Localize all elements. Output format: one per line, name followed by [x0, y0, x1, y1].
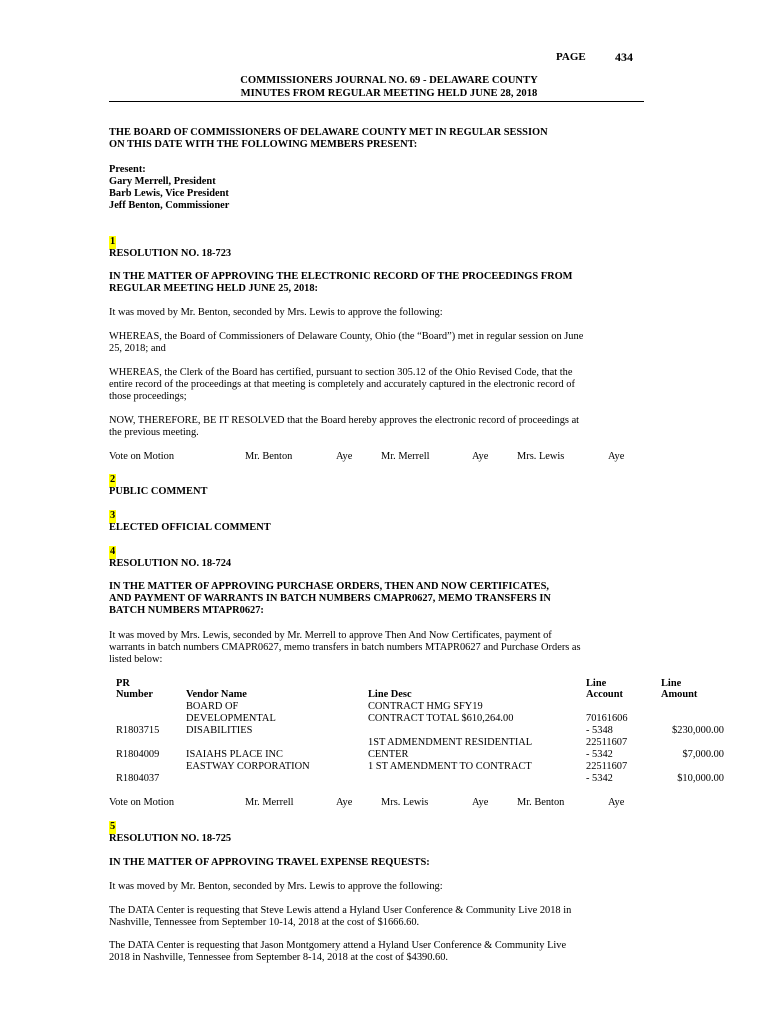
item-number-3: 3 — [110, 510, 116, 521]
vote-member: Mr. Merrell — [381, 451, 430, 462]
account-cell: - 5348 — [586, 725, 613, 736]
item1-resolved-l2: the previous meeting. — [109, 427, 199, 438]
item4-title-line-2: AND PAYMENT OF WARRANTS IN BATCH NUMBERS CMAPR0627, MEMO TRANSFERS IN — [109, 593, 551, 604]
item1-moved: It was moved by Mr. Benton, seconded by Mrs. Lewis to approve the following: — [109, 307, 443, 318]
account-cell: - 5342 — [586, 773, 613, 784]
vote-member: Mr. Benton — [245, 451, 293, 462]
vote-member: Mrs. Lewis — [381, 797, 429, 808]
member-3: Jeff Benton, Commissioner — [109, 200, 230, 211]
item4-moved-l2: warrants in batch numbers CMAPR0627, memo transfers in batch numbers MTAPR0627 and Purchase Orders as — [109, 642, 581, 653]
vote-label: Vote on Motion — [109, 797, 175, 808]
vendor-cell: EASTWAY CORPORATION — [186, 761, 310, 772]
account-cell: 70161606 — [586, 713, 628, 724]
item5-moved: It was moved by Mr. Benton, seconded by Mrs. Lewis to approve the following: — [109, 881, 443, 892]
amount-cell: $230,000.00 — [672, 725, 724, 736]
member-1: Gary Merrell, President — [109, 176, 216, 187]
public-comment-heading: PUBLIC COMMENT — [109, 486, 208, 497]
travel-request-2-l1: The DATA Center is requesting that Jason Montgomery attend a Hyland User Conference & Community Live — [109, 940, 567, 951]
travel-request-2-l2: 2018 in Nashville, Tennessee from September 8-14, 2018 at the cost of $4390.60. — [109, 952, 449, 963]
item4-title-line-3: BATCH NUMBERS MTAPR0627: — [109, 605, 264, 616]
col-header-account: Account — [586, 689, 623, 700]
item-number-4: 4 — [110, 546, 116, 557]
item-number-5: 5 — [110, 821, 116, 832]
col-header-pr: PR — [116, 678, 130, 689]
vote-member: Mr. Merrell — [245, 797, 294, 808]
vote-member: Mrs. Lewis — [517, 451, 565, 462]
resolution-18-724: RESOLUTION NO. 18-724 — [109, 558, 232, 569]
desc-cell: CONTRACT HMG SFY19 — [368, 701, 483, 712]
present-label: Present: — [109, 164, 146, 175]
vote-value: Aye — [472, 451, 489, 462]
vote-label: Vote on Motion — [109, 451, 175, 462]
amount-cell: $7,000.00 — [682, 749, 724, 760]
vote-value: Aye — [336, 797, 353, 808]
col-header-line: Line — [661, 678, 682, 689]
journal-title: COMMISSIONERS JOURNAL NO. 69 - DELAWARE COUNTY — [240, 75, 538, 86]
account-cell: - 5342 — [586, 749, 613, 760]
resolution-18-723: RESOLUTION NO. 18-723 — [109, 248, 232, 259]
desc-cell: CONTRACT TOTAL $610,264.00 — [368, 713, 514, 724]
item4-moved-l1: It was moved by Mrs. Lewis, seconded by Mr. Merrell to approve Then And Now Certificates, payment of — [109, 630, 552, 641]
item1-whereas1-l1: WHEREAS, the Board of Commissioners of Delaware County, Ohio (the “Board”) met in regular session on June — [109, 331, 584, 342]
resolution-18-725: RESOLUTION NO. 18-725 — [109, 833, 232, 844]
vote-value: Aye — [608, 797, 625, 808]
col-header-line: Line — [586, 678, 607, 689]
item1-title-line-2: REGULAR MEETING HELD JUNE 25, 2018: — [109, 283, 318, 294]
vote-value: Aye — [472, 797, 489, 808]
vote-value: Aye — [608, 451, 625, 462]
vote-member: Mr. Benton — [517, 797, 565, 808]
elected-official-comment-heading: ELECTED OFFICIAL COMMENT — [109, 522, 271, 533]
vendor-cell: ISAIAHS PLACE INC — [186, 749, 283, 760]
page-label: PAGE — [556, 51, 586, 63]
pr-number-cell: R1803715 — [116, 725, 160, 736]
item1-whereas2-l1: WHEREAS, the Clerk of the Board has certified, pursuant to section 305.12 of the Ohio Revised Code, that the — [109, 367, 573, 378]
item1-whereas1-l2: 25, 2018; and — [109, 343, 166, 354]
item-number-2: 2 — [110, 474, 116, 485]
col-header-vendor: Vendor Name — [186, 689, 247, 700]
intro-line-1: THE BOARD OF COMMISSIONERS OF DELAWARE COUNTY MET IN REGULAR SESSION — [109, 127, 548, 138]
vendor-cell: BOARD OF — [186, 701, 239, 712]
col-header-desc: Line Desc — [368, 689, 412, 700]
account-cell: 22511607 — [586, 761, 628, 772]
travel-request-1-l1: The DATA Center is requesting that Steve Lewis attend a Hyland User Conference & Community Live 2018 in — [109, 905, 572, 916]
intro-line-2: ON THIS DATE WITH THE FOLLOWING MEMBERS PRESENT: — [109, 139, 418, 150]
page-number: 434 — [615, 50, 633, 64]
item5-title: IN THE MATTER OF APPROVING TRAVEL EXPENSE REQUESTS: — [109, 857, 430, 868]
account-cell: 22511607 — [586, 737, 628, 748]
vendor-cell: DISABILITIES — [186, 725, 253, 736]
member-2: Barb Lewis, Vice President — [109, 188, 229, 199]
item1-resolved-l1: NOW, THEREFORE, BE IT RESOLVED that the Board hereby approves the electronic record of proceedings at — [109, 415, 580, 426]
pr-number-cell: R1804009 — [116, 749, 160, 760]
item-number-1: 1 — [110, 236, 116, 247]
vendor-cell: DEVELOPMENTAL — [186, 713, 276, 724]
item1-whereas2-l2: entire record of the proceedings at that meeting is completely and accurately captured in the electronic record of — [109, 379, 575, 390]
pr-number-cell: R1804037 — [116, 773, 160, 784]
travel-request-1-l2: Nashville, Tennessee from September 10-14, 2018 at the cost of $1666.60. — [109, 917, 420, 928]
header-rule — [109, 101, 644, 102]
desc-cell: CENTER — [368, 749, 409, 760]
item4-title-line-1: IN THE MATTER OF APPROVING PURCHASE ORDERS, THEN AND NOW CERTIFICATES, — [109, 581, 549, 592]
col-header-number: Number — [116, 689, 153, 700]
desc-cell: 1 ST AMENDMENT TO CONTRACT — [368, 761, 532, 772]
item1-title-line-1: IN THE MATTER OF APPROVING THE ELECTRONIC RECORD OF THE PROCEEDINGS FROM — [109, 271, 573, 282]
desc-cell: 1ST ADMENDMENT RESIDENTIAL — [368, 737, 533, 748]
vote-value: Aye — [336, 451, 353, 462]
item1-whereas2-l3: those proceedings; — [109, 391, 187, 402]
meeting-title: MINUTES FROM REGULAR MEETING HELD JUNE 28, 2018 — [240, 88, 538, 99]
item4-moved-l3: listed below: — [109, 654, 163, 665]
amount-cell: $10,000.00 — [677, 773, 724, 784]
col-header-amount: Amount — [661, 689, 698, 700]
